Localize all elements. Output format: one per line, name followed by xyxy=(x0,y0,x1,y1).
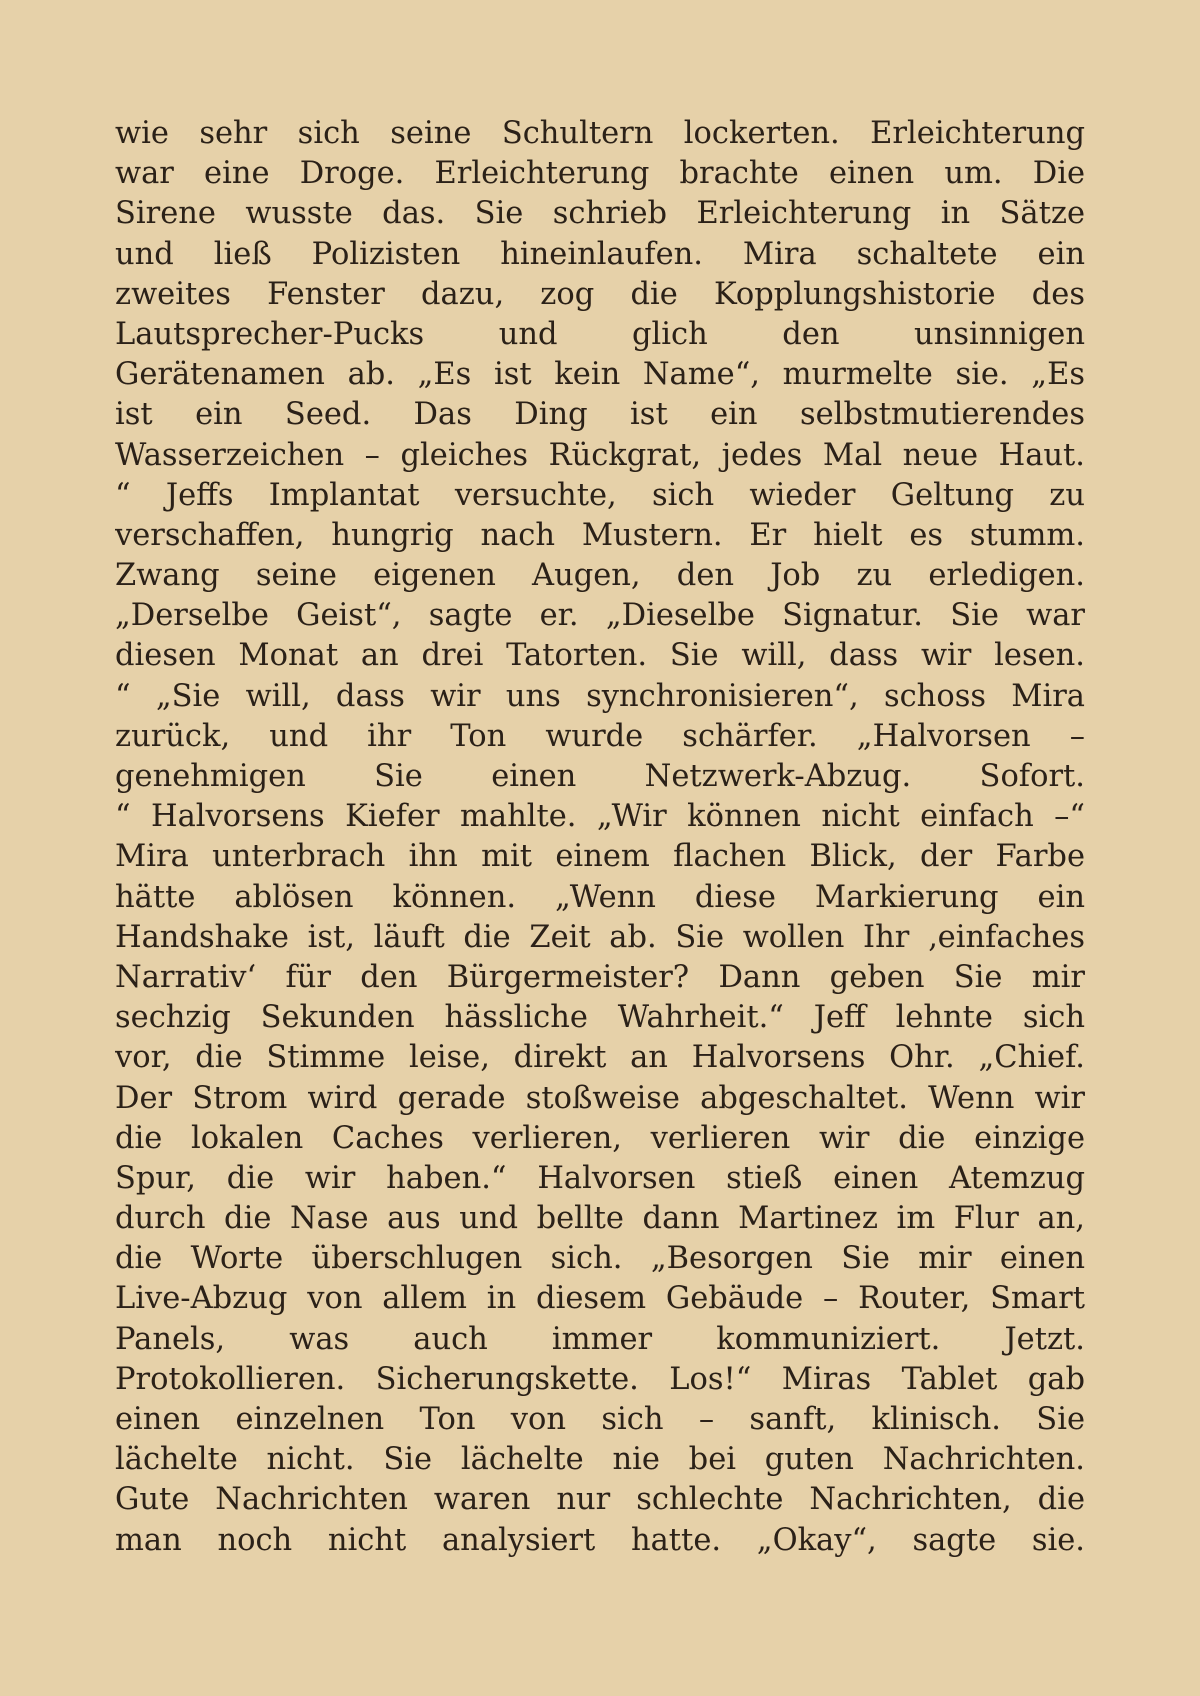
text-line: durch die Nase aus und bellte dann Martinez im Flur an, xyxy=(115,1201,1085,1237)
text-line: die Worte überschlugen sich. „Besorgen Sie mir einen xyxy=(115,1241,1085,1277)
text-line: Sirene wusste das. Sie schrieb Erleichterung in Sätze xyxy=(115,196,1085,232)
text-line: die lokalen Caches verlieren, verlieren wir die einzige xyxy=(115,1120,1085,1156)
text-line: wie sehr sich seine Schultern lockerten. Erleichterung xyxy=(115,116,1085,151)
text-line: zurück, und ihr Ton wurde schärfer. „Halvorsen – xyxy=(115,718,1085,754)
text-line: Wasserzeichen – gleiches Rückgrat, jedes Mal neue Haut. xyxy=(115,437,1085,473)
text-line: Panels, was auch immer kommuniziert. Jetzt. xyxy=(115,1321,1085,1357)
text-line: „Derselbe Geist“, sagte er. „Dieselbe Signatur. Sie war xyxy=(115,598,1085,634)
text-line: Live-Abzug von allem in diesem Gebäude – Router, Smart xyxy=(115,1281,1085,1317)
text-line: verschaffen, hungrig nach Mustern. Er hielt es stumm. xyxy=(115,517,1085,553)
text-line: lächelte nicht. Sie lächelte nie bei guten Nachrichten. xyxy=(115,1442,1085,1478)
text-line: diesen Monat an drei Tatorten. Sie will, dass wir lesen. xyxy=(115,638,1085,674)
text-line: Narrativ‘ für den Bürgermeister? Dann geben Sie mir xyxy=(115,959,1085,995)
text-line: Lautsprecher-Pucks und glich den unsinnigen xyxy=(115,316,1085,352)
text-line: “ „Sie will, dass wir uns synchronisieren“, schoss Mira xyxy=(115,678,1085,714)
text-line: einen einzelnen Ton von sich – sanft, klinisch. Sie xyxy=(115,1402,1085,1437)
text-line: hätte ablösen können. „Wenn diese Markierung ein xyxy=(115,879,1085,915)
text-line: zweites Fenster dazu, zog die Kopplungshistorie des xyxy=(115,276,1085,312)
text-line: Zwang seine eigenen Augen, den Job zu erledigen. xyxy=(115,558,1085,594)
text-line: ist ein Seed. Das Ding ist ein selbstmutierendes xyxy=(115,397,1085,433)
text-line: genehmigen Sie einen Netzwerk-Abzug. Sofort. xyxy=(115,759,1085,794)
text-line: war eine Droge. Erleichterung brachte einen um. Die xyxy=(115,156,1085,192)
book-page-text xyxy=(115,114,1085,1561)
text-line: man noch nicht analysiert hatte. „Okay“, sagte sie. xyxy=(115,1522,1085,1558)
text-line: “ Halvorsens Kiefer mahlte. „Wir können nicht einfach –“ xyxy=(115,799,1085,835)
text-line: Mira unterbrach ihn mit einem flachen Blick, der Farbe xyxy=(115,839,1085,875)
text-line: vor, die Stimme leise, direkt an Halvorsens Ohr. „Chief. xyxy=(115,1040,1085,1076)
text-line: “ Jeffs Implantat versuchte, sich wieder Geltung zu xyxy=(115,477,1085,513)
text-line: Gerätenamen ab. „Es ist kein Name“, murmelte sie. „Es xyxy=(115,357,1085,393)
text-line: sechzig Sekunden hässliche Wahrheit.“ Jeff lehnte sich xyxy=(115,1000,1085,1036)
text-line: Gute Nachrichten waren nur schlechte Nachrichten, die xyxy=(115,1482,1085,1518)
text-line: Der Strom wird gerade stoßweise abgeschaltet. Wenn wir xyxy=(115,1080,1085,1116)
text-line: Protokollieren. Sicherungskette. Los!“ Miras Tablet gab xyxy=(115,1361,1085,1397)
text-line: Handshake ist, läuft die Zeit ab. Sie wollen Ihr ‚einfaches xyxy=(115,919,1085,955)
text-line: Spur, die wir haben.“ Halvorsen stieß einen Atemzug xyxy=(115,1160,1085,1196)
text-line: und ließ Polizisten hineinlaufen. Mira schaltete ein xyxy=(115,236,1085,272)
